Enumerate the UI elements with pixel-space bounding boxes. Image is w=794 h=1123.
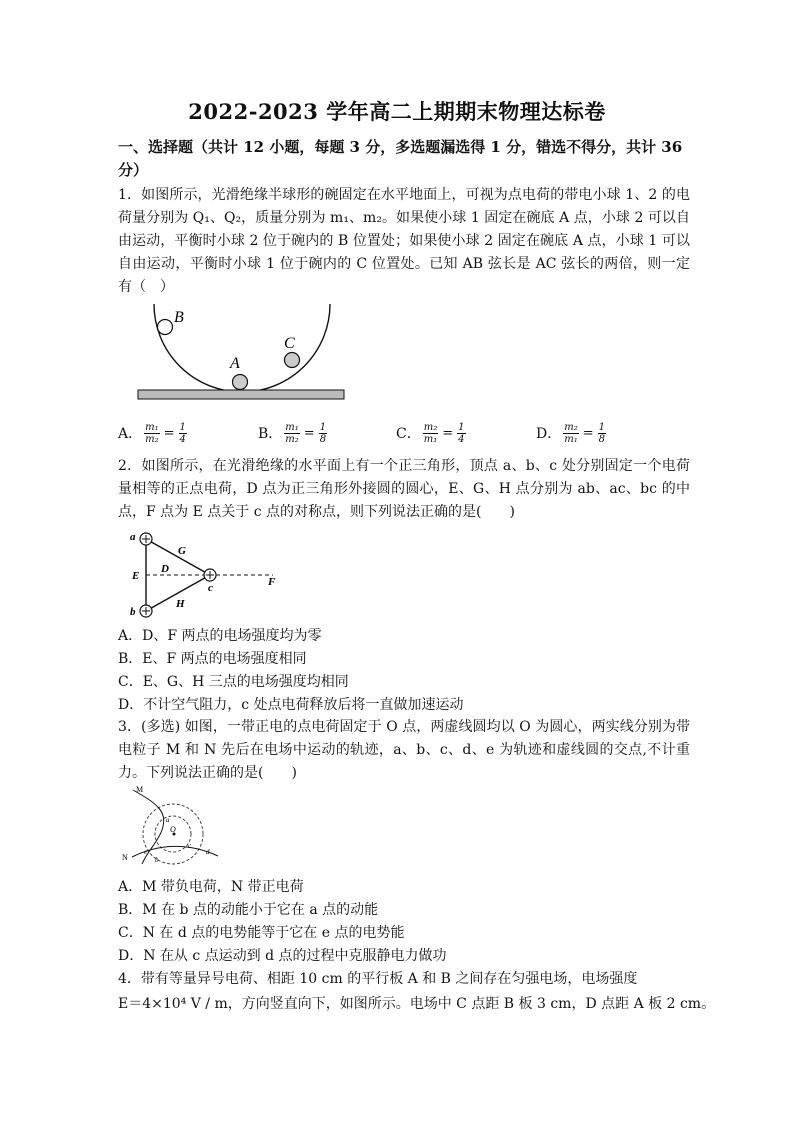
- q1-option-d: D． $\frac{\text{m₂}}{\text{m₁}}$ = $\frac{1}{8}$: [536, 422, 606, 445]
- question-3-text: 3．(多选) 如图，一带正电的点电荷固定于 O 点，两虚线圆均以 O 为圆心，两实线分别为带电粒子 M 和 N 先后在电场中运动的轨迹，a、b、c、d、e 为轨迹和虚线圆的交点,不计重力。下列说法正确的是( ): [118, 719, 690, 781]
- q2-option-a: A．D、F 两点的电场强度均为零: [118, 628, 322, 644]
- q2-option-b: B．E、F 两点的电场强度相同: [118, 651, 307, 667]
- q1-bowl-figure: [134, 304, 348, 402]
- svg-text:O: O: [170, 825, 176, 834]
- q2-option-c: C．E、G、H 三点的电场强度均相同: [118, 674, 349, 690]
- q3-field-figure: [118, 784, 224, 868]
- svg-text:e: e: [144, 848, 148, 856]
- svg-text:a: a: [166, 816, 170, 824]
- svg-text:M: M: [136, 785, 144, 794]
- question-4-line-1: 4．带有等量异号电荷、相距 10 cm 的平行板 A 和 B 之间存在匀强电场，电场强度: [118, 971, 638, 987]
- q3-option-b: B．M 在 b 点的动能小于它在 a 点的动能: [118, 902, 379, 918]
- svg-text:N: N: [122, 853, 128, 862]
- svg-text:E: E: [132, 570, 140, 582]
- q1-option-a: A． $\frac{\text{m₁}}{\text{m₂}}$ = $\frac{1}{4}$: [118, 422, 186, 445]
- svg-text:b: b: [130, 606, 136, 618]
- q1-option-b: B． $\frac{\text{m₁}}{\text{m₂}}$ = $\frac{1}{8}$: [258, 422, 327, 445]
- q1-label-a: A: [230, 355, 240, 372]
- svg-text:c: c: [208, 582, 213, 594]
- svg-text:F: F: [268, 576, 276, 588]
- q3-option-c: C．N 在 d 点的电势能等于它在 e 点的电势能: [118, 925, 405, 941]
- svg-text:c: c: [188, 842, 192, 850]
- q3-option-d: D．N 在从 c 点运动到 d 点的过程中克服静电力做功: [118, 948, 447, 964]
- q1-label-b: B: [174, 309, 184, 326]
- section-heading: 一、选择题（共计 12 小题，每题 3 分，多选题漏选得 1 分，错选不得分，共计 36 分）: [118, 138, 683, 179]
- q1-label-c: C: [284, 335, 295, 352]
- svg-text:a: a: [130, 531, 136, 543]
- q1-option-c: C． $\frac{\text{m₂}}{\text{m₁}}$ = $\frac{1}{4}$: [396, 422, 465, 445]
- svg-text:G: G: [178, 545, 186, 557]
- question-4-line-2: E＝4×10⁴ V / m，方向竖直向下，如图所示。电场中 C 点距 B 板 3 cm，D 点距 A 板 2 cm。: [118, 996, 716, 1012]
- q3-option-a: A．M 带负电荷，N 带正电荷: [118, 879, 304, 895]
- question-2-text: 2．如图所示，在光滑绝缘的水平面上有一个正三角形，顶点 a、b、c 处分别固定一个电荷量相等的正点电荷，D 点为正三角形外接圆的圆心，E、G、H 点分别为 ab、ac、bc 的中点，F 点为 E 点关于 c 点的对称点，则下列说法正确的是( ): [118, 458, 690, 520]
- q2-triangle-figure: [128, 527, 288, 621]
- svg-text:d: d: [206, 848, 210, 856]
- exam-title: 2022-2023 学年高二上期期末物理达标卷: [188, 99, 606, 124]
- q2-option-d: D．不计空气阻力，c 处点电荷释放后将一直做加速运动: [118, 697, 464, 713]
- question-1-text: 1．如图所示，光滑绝缘半球形的碗固定在水平地面上，可视为点电荷的带电小球 1、2 的电荷量分别为 Q₁、Q₂，质量分别为 m₁、m₂。如果使小球 1 固定在碗底 A 点，小球 2 可以自由运动，平衡时小球 2 位于碗内的 B 位置处；如果使小球 2 固定在碗底 A 点，小球 1 可以自由运动，平衡时小球 1 位于碗内的 C 位置处。已知 AB 弦长是 AC 弦长的两倍，则一定有（ ）: [118, 187, 690, 295]
- svg-text:b: b: [155, 856, 159, 864]
- svg-text:H: H: [176, 598, 185, 610]
- svg-text:D: D: [161, 563, 169, 575]
